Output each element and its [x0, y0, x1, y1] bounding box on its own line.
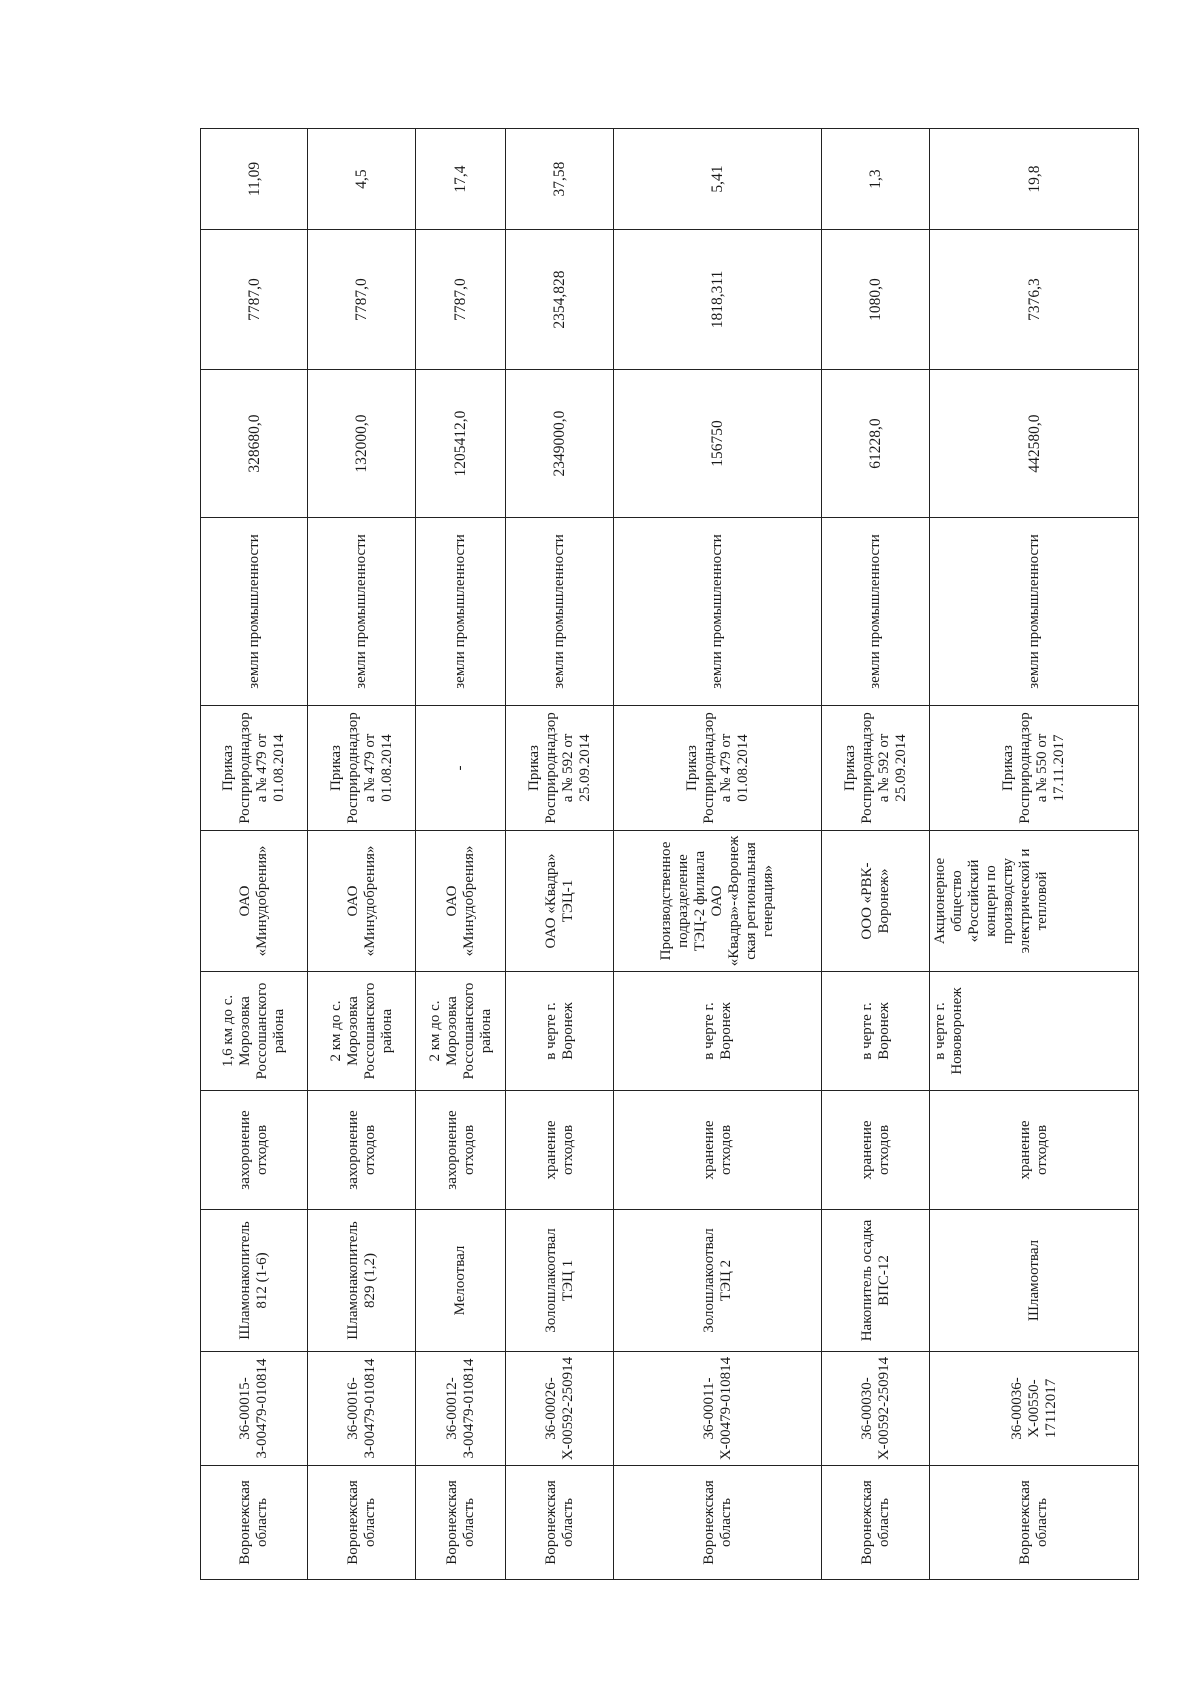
value-3-cell: 1,3 [822, 129, 930, 230]
purpose-cell: захоронение отходов [201, 1091, 308, 1210]
value-2-cell: 1818,311 [614, 230, 822, 370]
region-cell: Воронежская область [308, 1466, 416, 1580]
purpose-cell: хранение отходов [614, 1091, 822, 1210]
value-1-cell: 2349000,0 [506, 370, 614, 518]
location-cell: 2 км до с. Морозовка Россошанского района [416, 972, 506, 1091]
land-category-cell: земли промышленности [930, 518, 1139, 706]
location-cell: в черте г. Воронеж [506, 972, 614, 1091]
region-cell: Воронежская область [416, 1466, 506, 1580]
order-cell: - [416, 706, 506, 831]
value-3-cell: 19,8 [930, 129, 1139, 230]
object-name-cell: Накопитель осадка ВПС-12 [822, 1210, 930, 1352]
location-cell: в черте г. Воронеж [822, 972, 930, 1091]
value-2-cell: 7787,0 [416, 230, 506, 370]
waste-facility-register-table [200, 128, 1139, 1580]
registry-number-cell: 36-00012-З-00479-010814 [416, 1352, 506, 1466]
region-cell: Воронежская область [930, 1466, 1139, 1580]
region-cell: Воронежская область [506, 1466, 614, 1580]
value-3-cell: 37,58 [506, 129, 614, 230]
location-cell: в черте г. Нововоронеж [930, 972, 1139, 1091]
value-1-cell: 61228,0 [822, 370, 930, 518]
table-row [930, 129, 1139, 1580]
land-category-cell: земли промышленности [822, 518, 930, 706]
value-2-cell: 2354,828 [506, 230, 614, 370]
location-cell: в черте г. Воронеж [614, 972, 822, 1091]
value-1-cell: 132000,0 [308, 370, 416, 518]
registry-number-cell: 36-00016-З-00479-010814 [308, 1352, 416, 1466]
land-category-cell: земли промышленности [614, 518, 822, 706]
order-cell: Приказ Росприроднадзора № 592 от 25.09.2014 [822, 706, 930, 831]
value-3-cell: 4,5 [308, 129, 416, 230]
registry-number-cell: 36-00011-Х-00479-010814 [614, 1352, 822, 1466]
value-2-cell: 7787,0 [308, 230, 416, 370]
table-row [614, 129, 822, 1580]
operator-cell: ООО «РВК-Воронеж» [822, 831, 930, 972]
object-name-cell: Шламонакопитель 812 (1-6) [201, 1210, 308, 1352]
registry-number-cell: 36-00015-З-00479-010814 [201, 1352, 308, 1466]
object-name-cell: Золошлакоотвал ТЭЦ 2 [614, 1210, 822, 1352]
order-cell: Приказ Росприроднадзора № 479 от 01.08.2014 [201, 706, 308, 831]
table-row [201, 129, 308, 1580]
value-3-cell: 5,41 [614, 129, 822, 230]
operator-cell: ОАО «Минудобрения» [416, 831, 506, 972]
operator-cell: Производственное подразделение ТЭЦ-2 филиала ОАО «Квадра»-«Воронежская региональная генерация» [614, 831, 822, 972]
operator-cell: Акционерное общество «Российский концерн по производству электрической и тепловой [930, 831, 1139, 972]
order-cell: Приказ Росприроднадзора № 479 от 01.08.2014 [614, 706, 822, 831]
object-name-cell: Шламонакопитель 829 (1,2) [308, 1210, 416, 1352]
registry-number-cell: 36-00026-Х-00592-250914 [506, 1352, 614, 1466]
table-row [308, 129, 416, 1580]
value-1-cell: 1205412,0 [416, 370, 506, 518]
purpose-cell: хранение отходов [822, 1091, 930, 1210]
value-3-cell: 11,09 [201, 129, 308, 230]
land-category-cell: земли промышленности [416, 518, 506, 706]
purpose-cell: хранение отходов [506, 1091, 614, 1210]
value-3-cell: 17,4 [416, 129, 506, 230]
operator-cell: ОАО «Минудобрения» [308, 831, 416, 972]
operator-cell: ОАО «Минудобрения» [201, 831, 308, 972]
value-2-cell: 7376,3 [930, 230, 1139, 370]
table-row [506, 129, 614, 1580]
operator-cell: ОАО «Квадра» ТЭЦ-1 [506, 831, 614, 972]
table-row [416, 129, 506, 1580]
land-category-cell: земли промышленности [506, 518, 614, 706]
value-1-cell: 328680,0 [201, 370, 308, 518]
order-cell: Приказ Росприроднадзора № 479 от 01.08.2014 [308, 706, 416, 831]
order-cell: Приказ Росприроднадзора № 550 от 17.11.2017 [930, 706, 1139, 831]
purpose-cell: хранение отходов [930, 1091, 1139, 1210]
value-2-cell: 1080,0 [822, 230, 930, 370]
location-cell: 2 км до с. Морозовка Россошанского района [308, 972, 416, 1091]
object-name-cell: Золошлакоотвал ТЭЦ 1 [506, 1210, 614, 1352]
location-cell: 1,6 км до с. Морозовка Россошанского района [201, 972, 308, 1091]
rotated-table-frame [200, 129, 1138, 1580]
purpose-cell: захоронение отходов [308, 1091, 416, 1210]
registry-number-cell: 36-00036-Х-00550-17112017 [930, 1352, 1139, 1466]
registry-number-cell: 36-00030-Х-00592-250914 [822, 1352, 930, 1466]
value-2-cell: 7787,0 [201, 230, 308, 370]
object-name-cell: Мелоотвал [416, 1210, 506, 1352]
value-1-cell: 442580,0 [930, 370, 1139, 518]
table-row [822, 129, 930, 1580]
region-cell: Воронежская область [822, 1466, 930, 1580]
object-name-cell: Шламоотвал [930, 1210, 1139, 1352]
land-category-cell: земли промышленности [201, 518, 308, 706]
order-cell: Приказ Росприроднадзора № 592 от 25.09.2014 [506, 706, 614, 831]
value-1-cell: 156750 [614, 370, 822, 518]
region-cell: Воронежская область [614, 1466, 822, 1580]
land-category-cell: земли промышленности [308, 518, 416, 706]
region-cell: Воронежская область [201, 1466, 308, 1580]
purpose-cell: захоронение отходов [416, 1091, 506, 1210]
